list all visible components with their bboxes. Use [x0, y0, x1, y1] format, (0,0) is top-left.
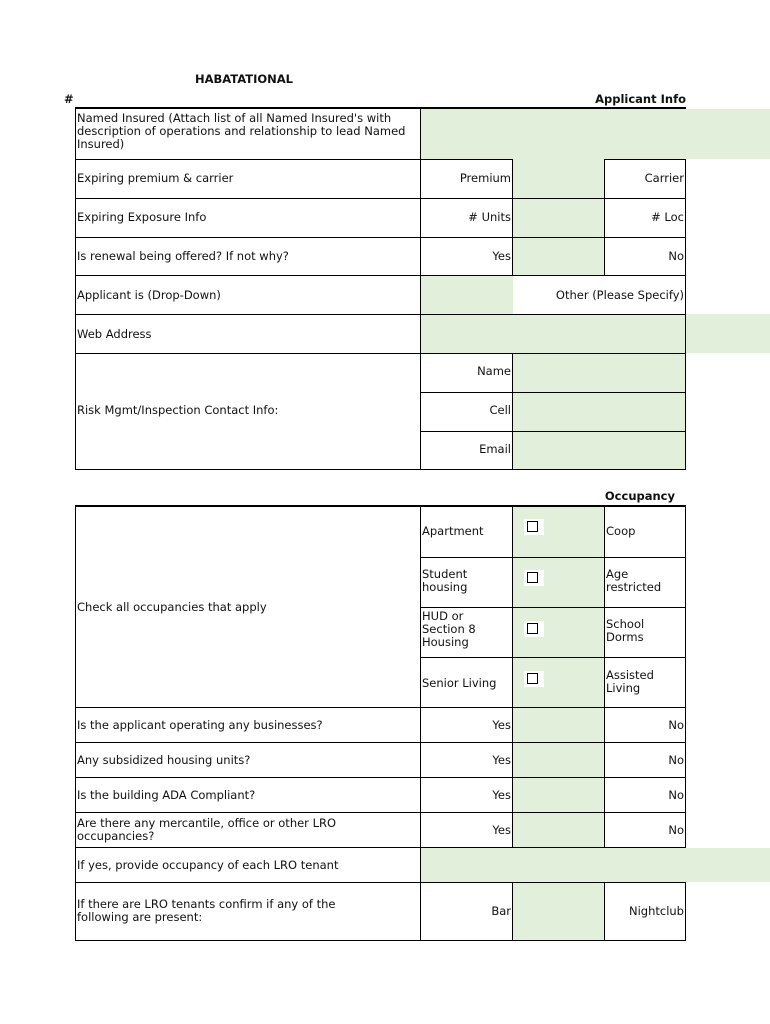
grid-line — [512, 353, 513, 469]
lro-confirm-label: If there are LRO tenants confirm if any of the following are present: — [77, 897, 336, 924]
named-insured-field[interactable] — [421, 109, 770, 159]
occupancy-section-title: Occupancy — [604, 489, 675, 503]
checkbox-box — [527, 623, 538, 634]
grid-line — [75, 353, 686, 354]
bar-label: Bar — [491, 904, 511, 918]
check-all-label: Check all occupancies that apply — [77, 600, 267, 614]
mercantile-no-label: No — [668, 823, 684, 837]
grid-line — [75, 469, 686, 470]
subsidized-yes-field[interactable] — [513, 743, 605, 778]
subsidized-no-label: No — [668, 753, 684, 767]
units-field[interactable] — [513, 198, 605, 237]
student-housing-checkbox[interactable] — [524, 570, 544, 586]
grid-line — [75, 940, 686, 941]
occupancy-age-label: Age restricted — [606, 567, 662, 594]
grid-line — [421, 557, 686, 558]
renewal-yes-field[interactable] — [513, 237, 605, 275]
carrier-label: Carrier — [644, 171, 684, 185]
web-address-label: Web Address — [77, 327, 152, 341]
premium-field[interactable] — [513, 159, 605, 198]
mercantile-label: Are there any mercantile, office or other LRO occupancies? — [77, 816, 337, 843]
applicant-type-dropdown[interactable] — [421, 275, 513, 314]
occupancy-senior-label: Senior Living — [422, 676, 497, 690]
businesses-label: Is the applicant operating any businesses? — [77, 718, 323, 732]
contact-cell-field[interactable] — [513, 392, 685, 431]
grid-line — [75, 505, 76, 941]
web-address-field[interactable] — [421, 314, 770, 353]
businesses-yes-field[interactable] — [513, 708, 605, 743]
occupancy-student-label: Student housing — [422, 567, 468, 594]
grid-line — [512, 159, 513, 275]
grid-line — [75, 314, 686, 315]
ada-yes-label: Yes — [492, 788, 511, 802]
grid-line — [75, 107, 76, 469]
occupancy-hud-label: HUD or Section 8 Housing — [422, 609, 476, 649]
mercantile-yes-field[interactable] — [513, 813, 605, 848]
grid-line — [75, 882, 686, 883]
businesses-yes-label: Yes — [492, 718, 511, 732]
grid-line — [75, 275, 686, 276]
grid-line — [685, 505, 686, 848]
grid-line — [75, 847, 686, 848]
occupancy-apartment-label: Apartment — [422, 524, 484, 538]
units-label: # Units — [468, 210, 511, 224]
grid-line — [421, 431, 686, 432]
other-specify-label: Other (Please Specify) — [555, 288, 684, 302]
contact-email-field[interactable] — [513, 431, 685, 469]
grid-line — [421, 657, 686, 658]
premium-label: Premium — [459, 171, 511, 185]
grid-line — [685, 159, 686, 469]
applicant-section-title: Applicant Info — [595, 92, 686, 106]
ada-label: Is the building ADA Compliant? — [77, 788, 256, 802]
applicant-is-label: Applicant is (Drop-Down) — [77, 288, 221, 302]
applicant-top-rule — [75, 107, 686, 109]
nightclub-label: Nightclub — [628, 904, 684, 918]
bar-field[interactable] — [513, 882, 605, 941]
occupancy-top-rule — [75, 505, 686, 507]
grid-line — [605, 159, 686, 160]
contact-cell-label: Cell — [489, 403, 511, 417]
subsidized-yes-label: Yes — [492, 753, 511, 767]
grid-line — [75, 707, 686, 708]
hash-mark: # — [64, 92, 74, 106]
senior-living-checkbox[interactable] — [524, 671, 544, 687]
hud-section8-checkbox[interactable] — [524, 621, 544, 637]
renewal-yes-label: Yes — [492, 249, 511, 263]
form-title: HABATATIONAL — [195, 72, 294, 86]
ada-no-label: No — [668, 788, 684, 802]
grid-line — [75, 198, 686, 199]
lro-tenant-label: If yes, provide occupancy of each LRO tenant — [77, 858, 339, 872]
checkbox-box — [527, 673, 538, 684]
expiring-premium-label: Expiring premium & carrier — [77, 171, 234, 185]
grid-line — [75, 777, 686, 778]
contact-email-label: Email — [479, 442, 511, 456]
grid-line — [512, 505, 513, 848]
businesses-no-label: No — [668, 718, 684, 732]
mercantile-yes-label: Yes — [492, 823, 511, 837]
grid-line — [75, 742, 686, 743]
contact-name-label: Name — [477, 364, 511, 378]
contact-name-field[interactable] — [513, 353, 685, 392]
checkbox-box — [527, 521, 538, 532]
grid-line — [421, 159, 513, 160]
named-insured-label: Named Insured (Attach list of all Named Insured's with description of operations and relationship to lead Named Insured) — [77, 111, 406, 151]
grid-line — [75, 237, 686, 238]
grid-line — [421, 392, 686, 393]
risk-mgmt-label: Risk Mgmt/Inspection Contact Info: — [77, 403, 279, 417]
occupancy-assisted-label: Assisted Living — [606, 668, 654, 695]
loc-label: # Loc — [651, 210, 684, 224]
subsidized-label: Any subsidized housing units? — [77, 753, 251, 767]
expiring-exposure-label: Expiring Exposure Info — [77, 210, 207, 224]
grid-line — [75, 812, 686, 813]
grid-line — [512, 882, 513, 941]
occupancy-dorms-label: School Dorms — [606, 617, 645, 644]
renewal-label: Is renewal being offered? If not why? — [77, 249, 289, 263]
occupancy-coop-label: Coop — [606, 524, 636, 538]
apartment-checkbox[interactable] — [524, 519, 544, 535]
renewal-no-label: No — [668, 249, 684, 263]
grid-line — [421, 607, 686, 608]
lro-tenant-field[interactable] — [421, 848, 770, 882]
grid-line — [685, 882, 686, 941]
ada-yes-field[interactable] — [513, 778, 605, 813]
grid-line — [75, 159, 421, 160]
checkbox-box — [527, 572, 538, 583]
